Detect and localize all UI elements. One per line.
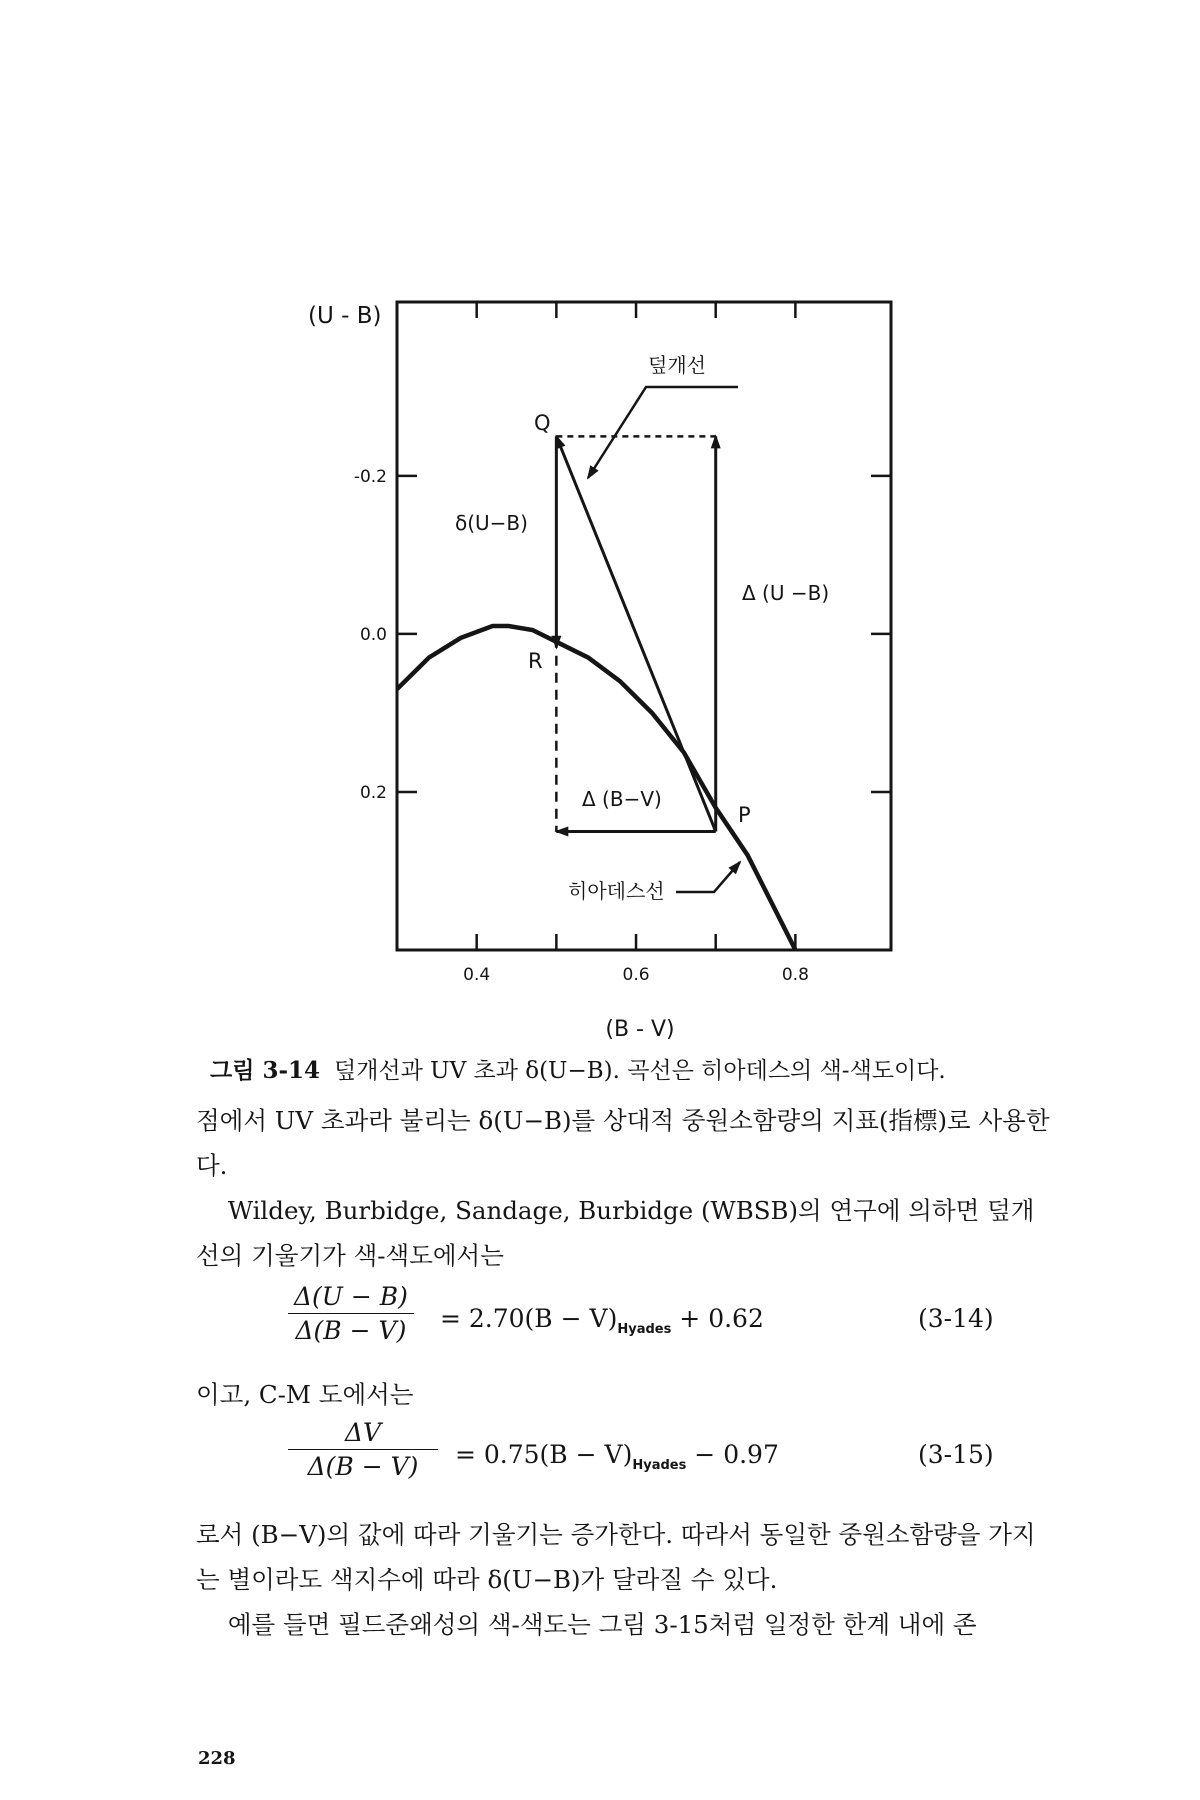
point-r-label: R — [528, 649, 543, 673]
eq1-rhs-main: = 2.70(B − V) — [440, 1304, 618, 1333]
envelope-arrow — [556, 436, 715, 831]
paragraph-5: 예를 들면 필드준왜성의 색-색도는 그림 3-15처럼 일정한 한계 내에 존 — [227, 1610, 977, 1639]
eq1-number: (3-14) — [918, 1304, 994, 1333]
x-axis-label: (B - V) — [605, 1017, 675, 1042]
paragraph-2: Wildey, Burbidge, Sandage, Burbidge (WBSB)의 연구에 의하면 덮개선의 기울기가 색-색도에서는 — [196, 1196, 1035, 1270]
eq1-rhs-tail: + 0.62 — [679, 1304, 764, 1333]
eq1-fraction — [288, 1282, 414, 1345]
paragraph-1: 점에서 UV 초과라 불리는 δ(U−B)를 상대적 중원소함량의 지표(指標)로 사용한다. — [196, 1106, 1050, 1180]
x-tick-label: 0.8 — [781, 965, 809, 985]
paragraph-3: 이고, C-M 도에서는 — [196, 1380, 414, 1409]
equation-3-15 — [0, 1418, 1200, 1508]
page-number: 228 — [198, 1748, 236, 1769]
plot-frame — [397, 302, 891, 950]
y-axis-label: (U - B) — [308, 303, 382, 329]
delta-small-label: δ(U−B) — [455, 511, 528, 535]
hyades-leader — [676, 862, 740, 892]
paragraph-4: 로서 (B−V)의 값에 따라 기울기는 증가한다. 따라서 동일한 중원소함량을 가지는 별이라도 색지수에 따라 δ(U−B)가 달라질 수 있다. — [196, 1520, 1036, 1594]
delta-bv-label: Δ (B−V) — [582, 787, 662, 811]
x-tick-label: 0.6 — [622, 965, 650, 985]
eq2-numerator: ΔV — [288, 1418, 438, 1450]
point-q-label: Q — [534, 411, 551, 435]
y-tick-label: 0.2 — [359, 782, 387, 803]
eq2-subscript: Hyades — [632, 1458, 687, 1473]
point-p-label: P — [738, 803, 751, 827]
figure-number: 그림 3-14 — [210, 1057, 320, 1084]
eq2-fraction — [288, 1418, 438, 1481]
eq1-subscript: Hyades — [617, 1322, 672, 1337]
x-tick-label: 0.4 — [463, 965, 491, 985]
envelope-label: 덮개선 — [648, 353, 706, 377]
eq2-denominator: Δ(B − V) — [307, 1452, 419, 1481]
figure-caption — [210, 1052, 946, 1085]
eq1-rhs — [440, 1304, 764, 1337]
caption-text: 덮개선과 UV 초과 δ(U−B). 곡선은 히아데스의 색-색도이다. — [334, 1058, 946, 1084]
hyades-label: 히아데스선 — [568, 879, 665, 903]
delta-ub-label: Δ (U −B) — [742, 581, 830, 605]
y-tick-label: -0.2 — [353, 466, 387, 487]
equation-3-14 — [0, 1282, 1200, 1372]
construction-lines — [556, 387, 740, 892]
eq2-rhs — [455, 1440, 779, 1473]
eq2-number: (3-15) — [918, 1440, 994, 1469]
eq1-numerator: Δ(U − B) — [288, 1282, 414, 1314]
eq1-denominator: Δ(B − V) — [295, 1316, 407, 1345]
y-tick-label: 0.0 — [359, 624, 387, 645]
eq2-rhs-main: = 0.75(B − V) — [455, 1440, 633, 1469]
tick-labels — [354, 467, 809, 985]
eq2-rhs-tail: − 0.97 — [694, 1440, 779, 1469]
